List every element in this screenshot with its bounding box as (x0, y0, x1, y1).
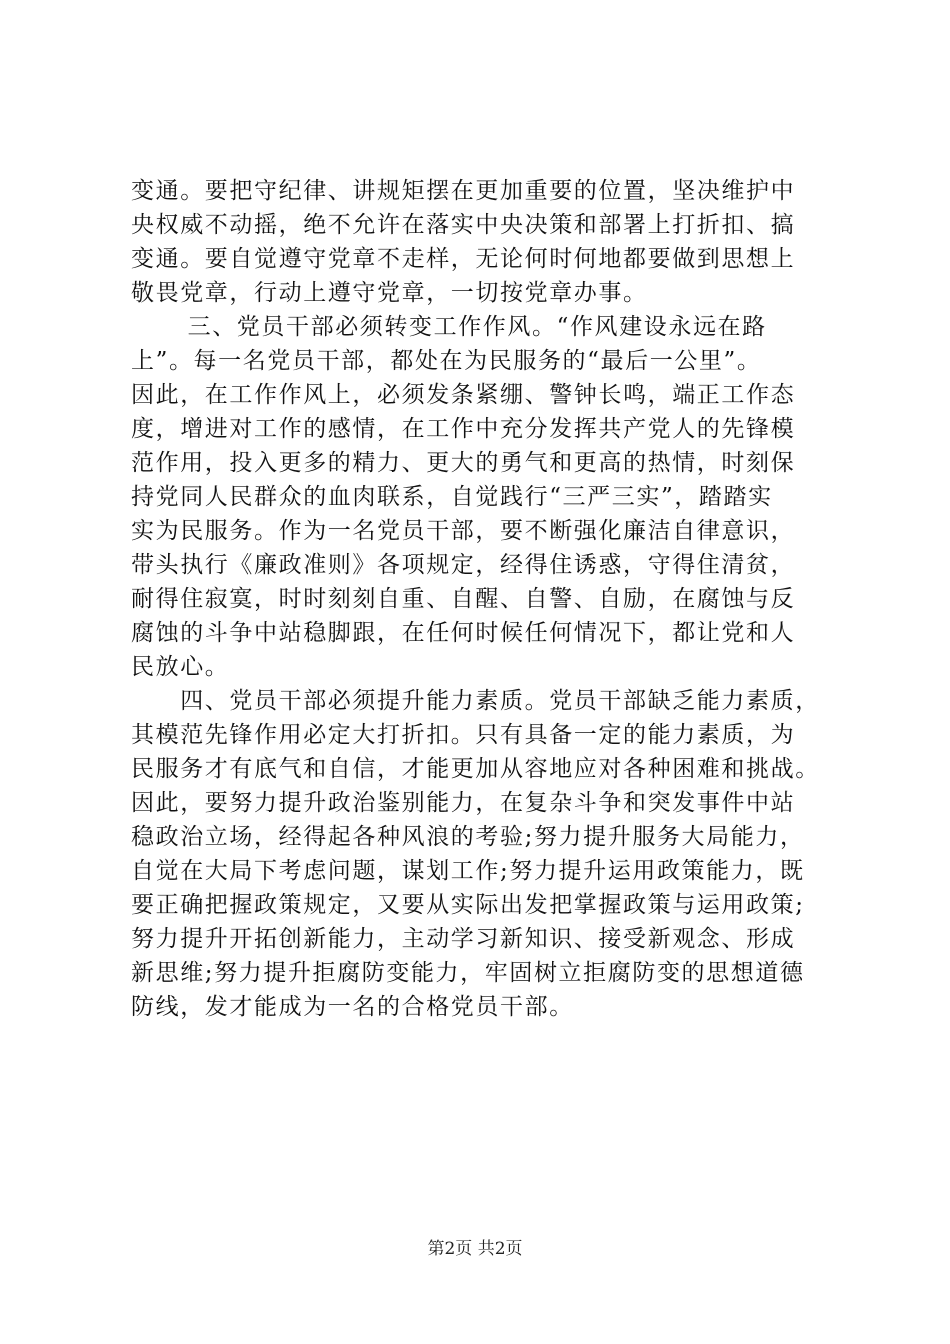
text-line: 耐得住寂寞，时时刻刻自重、自醒、自警、自励，在腐蚀与反 (131, 586, 796, 612)
text-line: 腐蚀的斗争中站稳脚跟，在任何时候任何情况下，都让党和人 (131, 620, 796, 646)
text-line: 上”。每一名党员干部，都处在为民服务的“最后一公里”。 (131, 348, 762, 374)
text-line: 稳政治立场，经得起各种风浪的考验;努力提升服务大局能力， (131, 824, 805, 850)
text-line: 民服务才有底气和自信，才能更加从容地应对各种困难和挑战。 (131, 756, 820, 782)
text-line: 变通。要自觉遵守党章不走样，无论何时何地都要做到思想上 (131, 246, 796, 272)
text-line: 敬畏党章，行动上遵守党章，一切按党章办事。 (131, 280, 648, 306)
text-line: 因此，在工作作风上，必须发条紧绷、警钟长鸣，端正工作态 (131, 382, 796, 408)
text-line: 央权威不动摇，绝不允许在落实中央决策和部署上打折扣、搞 (131, 212, 796, 238)
text-line: 度，增进对工作的感情，在工作中充分发挥共产党人的先锋模 (131, 416, 796, 442)
text-line: 努力提升开拓创新能力，主动学习新知识、接受新观念、形成 (131, 926, 796, 952)
text-line: 自觉在大局下考虑问题，谋划工作;努力提升运用政策能力，既 (131, 858, 805, 884)
text-line: 变通。要把守纪律、讲规矩摆在更加重要的位置，坚决维护中 (131, 178, 796, 204)
text-line: 范作用，投入更多的精力、更大的勇气和更高的热情，时刻保 (131, 450, 796, 476)
section-three-first-line: 三、党员干部必须转变工作作风。“作风建设永远在路 (163, 314, 767, 340)
text-line: 带头执行《廉政准则》各项规定，经得住诱惑，守得住清贫， (131, 552, 796, 578)
text-line: 民放心。 (131, 654, 230, 680)
text-line: 因此，要努力提升政治鉴别能力，在复杂斗争和突发事件中站 (131, 790, 796, 816)
text-line: 新思维;努力提升拒腐防变能力，牢固树立拒腐防变的思想道德 (131, 960, 805, 986)
text-line: 防线，发才能成为一名的合格党员干部。 (131, 994, 574, 1020)
section-four-first-line: 四、党员干部必须提升能力素质。党员干部缺乏能力素质， (131, 688, 820, 714)
text-line: 实为民服务。作为一名党员干部，要不断强化廉洁自律意识， (131, 518, 796, 544)
page-number-footer: 第2页 共2页 (427, 1239, 523, 1259)
text-line: 其模范先锋作用必定大打折扣。只有具备一定的能力素质，为 (131, 722, 796, 748)
text-line: 要正确把握政策规定，又要从实际出发把掌握政策与运用政策; (131, 892, 805, 918)
text-line: 持党同人民群众的血肉联系，自觉践行“三严三实”，踏踏实 (131, 484, 773, 510)
